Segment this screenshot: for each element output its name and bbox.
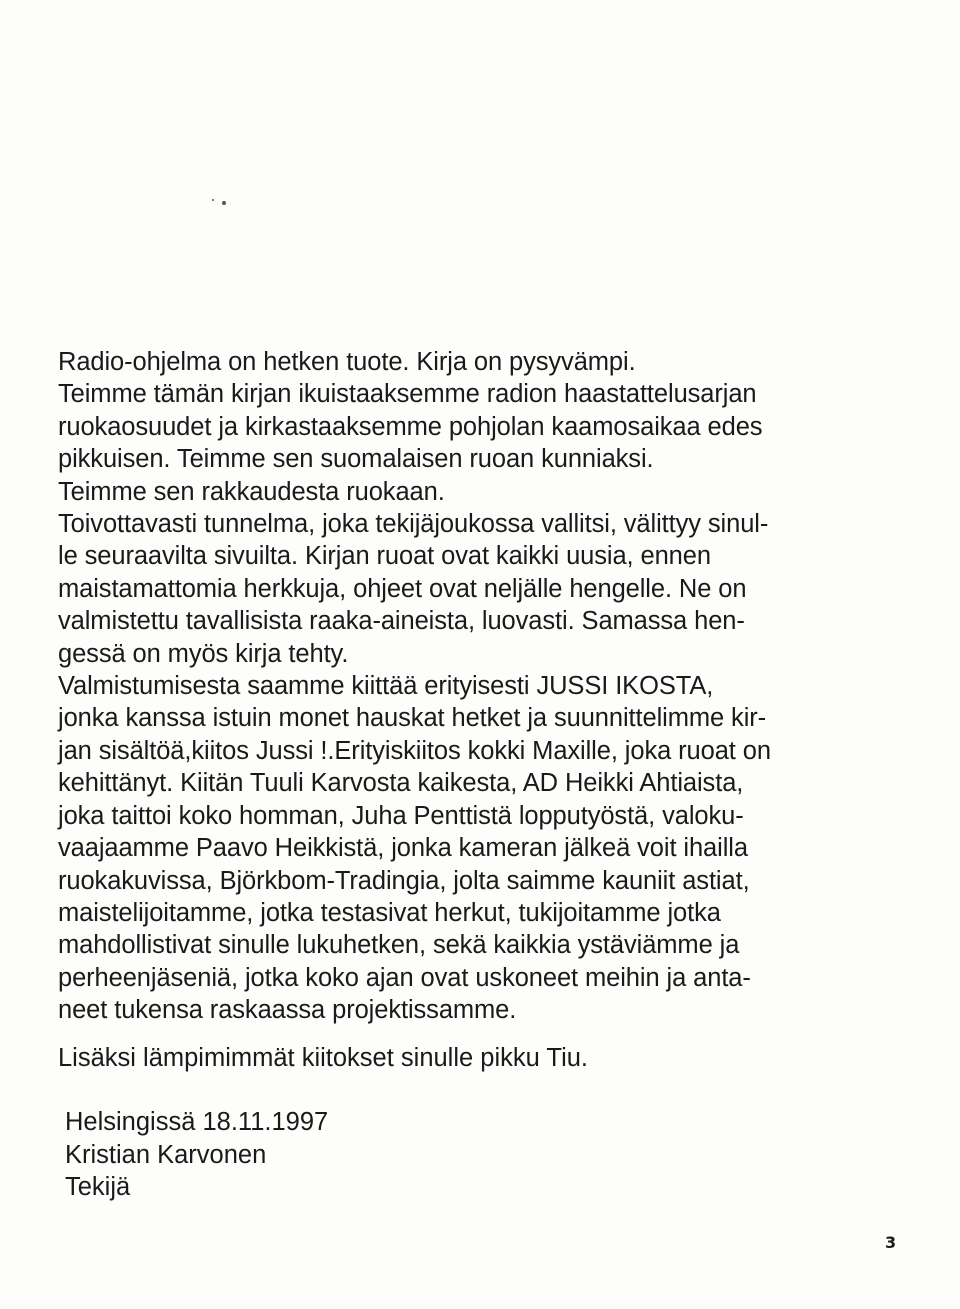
text-line: Valmistumisesta saamme kiittää erityisesti JUSSI IKOSTA, (58, 672, 714, 701)
text-line: jan sisältöä,kiitos Jussi !.Erityiskiitos kokki Maxille, joka ruoat on (58, 736, 771, 765)
closing-line: Lisäksi lämpimimmät kiitokset sinulle pikku Tiu. (58, 1044, 588, 1072)
foreword-text (58, 346, 898, 1027)
text-line: jonka kanssa istuin monet hauskat hetket ja suunnittelimme kir- (58, 704, 767, 733)
text-line: valmistettu tavallisista raaka-aineista, luovasti. Samassa hen- (58, 607, 745, 636)
text-line: joka taittoi koko homman, Juha Penttistä lopputyöstä, valoku- (58, 801, 744, 830)
text-line: ruokaosuudet ja kirkastaaksemme pohjolan kaamosaikaa edes (58, 412, 763, 441)
text-line: maistamattomia herkkuja, ohjeet ovat neljälle hengelle. Ne on (58, 574, 747, 603)
text-line: maistelijoitamme, jotka testasivat herkut, tukijoitamme jotka (58, 898, 721, 927)
text-line: ruokakuvissa, Björkbom-Tradingia, jolta saimme kauniit astiat, (58, 866, 750, 895)
text-line: Teimme sen rakkaudesta ruokaan. (58, 477, 445, 506)
text-line: Toivottavasti tunnelma, joka tekijäjoukossa vallitsi, välittyy sinul- (58, 510, 769, 539)
text-line: Radio-ohjelma on hetken tuote. Kirja on pysyvämpi. (58, 348, 636, 376)
author-role: Tekijä (65, 1173, 131, 1201)
paper-speck (212, 199, 214, 201)
text-line: pikkuisen. Teimme sen suomalaisen ruoan kunniaksi. (58, 445, 654, 474)
text-line: vaajaamme Paavo Heikkistä, jonka kameran jälkeä voit ihailla (58, 834, 748, 863)
text-line: kehittänyt. Kiitän Tuuli Karvosta kaikesta, AD Heikki Ahtiaista, (58, 769, 744, 798)
paper-speck (222, 201, 226, 205)
signature-block (65, 1106, 328, 1204)
text-line: Teimme tämän kirjan ikuistaaksemme radion haastattelusarjan (58, 380, 757, 409)
text-line: le seuraavilta sivuilta. Kirjan ruoat ovat kaikki uusia, ennen (58, 542, 711, 571)
text-line: neet tukensa raskaassa projektissamme. (58, 996, 517, 1025)
text-line: mahdollistivat sinulle lukuhetken, sekä kaikkia ystäviämme ja (58, 931, 740, 960)
page-number: 3 (885, 1233, 897, 1252)
place-date: Helsingissä 18.11.1997 (65, 1108, 329, 1136)
text-line: perheenjäseniä, jotka koko ajan ovat uskoneet meihin ja anta- (58, 963, 751, 992)
author-name: Kristian Karvonen (65, 1140, 267, 1169)
text-line: gessä on myös kirja tehty. (58, 639, 349, 668)
